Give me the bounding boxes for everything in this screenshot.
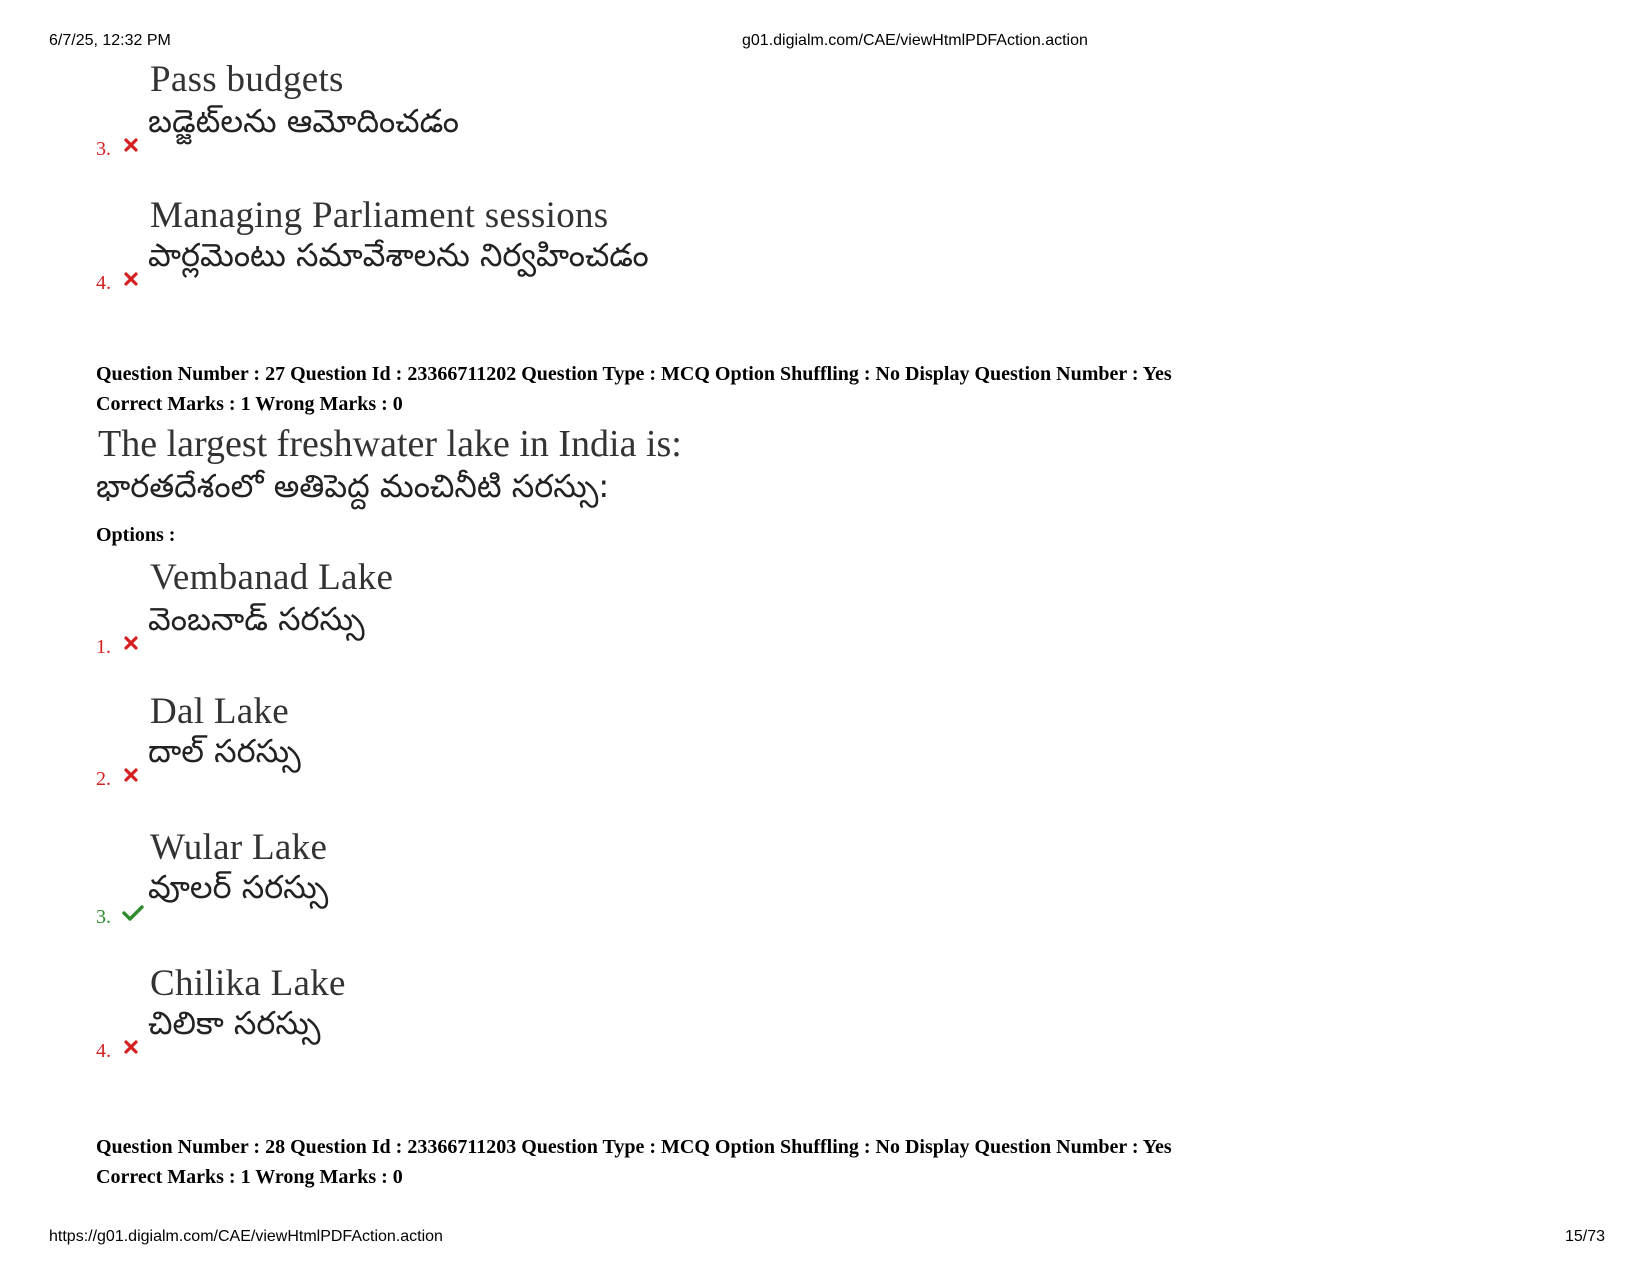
correct-check-icon [122, 904, 144, 922]
question-meta: Question Number : 28 Question Id : 23366711203 Question Type : MCQ Option Shuffling : No Display Question Number : Yes [96, 1136, 1172, 1158]
option-number: 4. [96, 272, 111, 294]
wrong-icon [122, 1038, 140, 1056]
option-number: 3. [96, 138, 111, 160]
footer-url: https://g01.digialm.com/CAE/viewHtmlPDFAction.action [49, 1228, 443, 1245]
print-url: g01.digialm.com/CAE/viewHtmlPDFAction.action [742, 32, 1088, 49]
option-number: 1. [96, 636, 111, 658]
option-number: 4. [96, 1040, 111, 1062]
question-text-te: భారతదేశంలో అతిపెద్ద మంచినీటి సరస్సు: [96, 467, 610, 505]
option-text-te: వూలర్ సరస్సు [148, 868, 329, 906]
option-text-en: Chilika Lake [150, 963, 346, 1004]
option-text-en: Vembanad Lake [150, 557, 394, 598]
option-text-te: వెంబనాడ్ సరస్సు [148, 600, 365, 638]
option-text-te: బడ్జెట్‌లను ఆమోదించడం [148, 102, 460, 140]
question-marks: Correct Marks : 1 Wrong Marks : 0 [96, 393, 403, 415]
option-text-te: పార్లమెంటు సమావేశాలను నిర్వహించడం [148, 236, 649, 274]
wrong-icon [122, 634, 140, 652]
option-text-en: Wular Lake [150, 827, 328, 868]
wrong-icon [122, 766, 140, 784]
option-number: 2. [96, 768, 111, 790]
question-meta: Question Number : 27 Question Id : 23366711202 Question Type : MCQ Option Shuffling : No Display Question Number : Yes [96, 363, 1172, 385]
option-number: 3. [96, 906, 111, 928]
question-marks: Correct Marks : 1 Wrong Marks : 0 [96, 1166, 403, 1188]
option-text-en: Pass budgets [150, 59, 344, 100]
option-text-te: చిలికా సరస్సు [148, 1004, 321, 1042]
page-number: 15/73 [1565, 1228, 1606, 1245]
option-text-en: Dal Lake [150, 691, 290, 732]
option-text-en: Managing Parliament sessions [150, 195, 609, 236]
wrong-icon [122, 270, 140, 288]
options-label: Options : [96, 524, 176, 546]
option-text-te: దాల్ సరస్సు [148, 732, 301, 770]
print-datetime: 6/7/25, 12:32 PM [49, 32, 171, 49]
wrong-icon [122, 136, 140, 154]
question-text-en: The largest freshwater lake in India is: [98, 423, 682, 465]
